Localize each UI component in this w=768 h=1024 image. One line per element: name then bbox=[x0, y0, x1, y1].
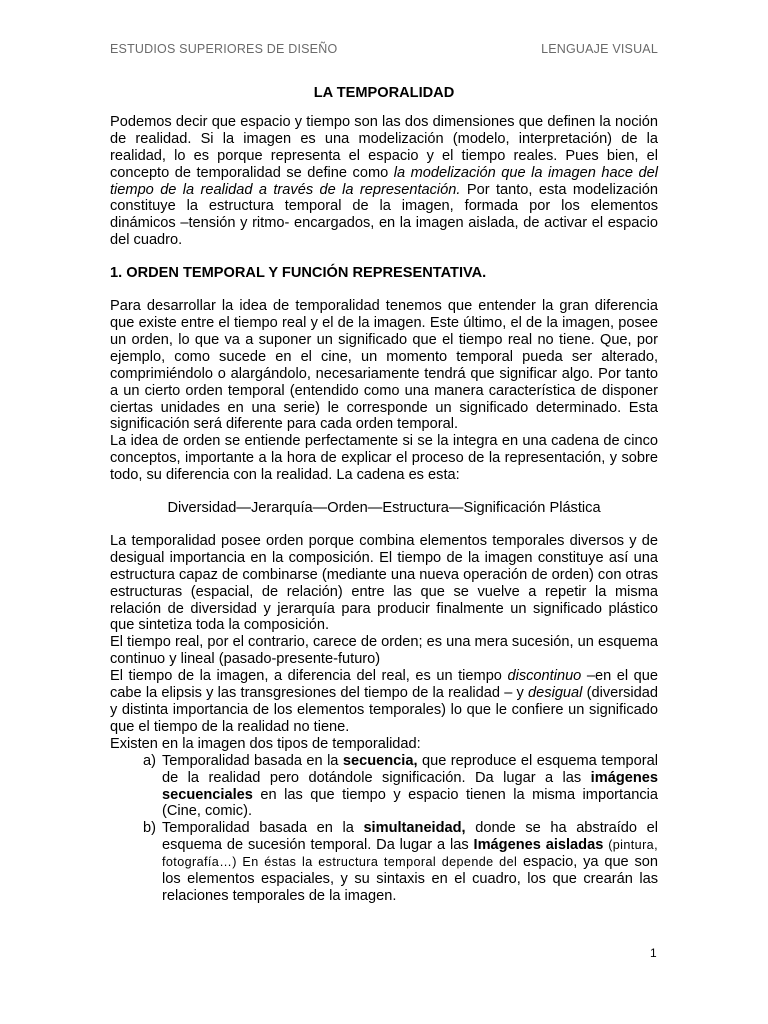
intro-text-a: Podemos decir que espacio y tiempo son las dos dimensiones que definen la noción de realidad. Si la imagen es una modelización (modelo, interpretación) de la realidad, lo es porque representa el espacio y el tiempo reales. Pues bien, el concepto de temporalidad se define como bbox=[110, 113, 658, 181]
p5-italic-discontinuo: discontinuo bbox=[507, 668, 582, 685]
temporality-types-list bbox=[110, 753, 658, 905]
intro-definition-italic: la modelización que la imagen hace del tiempo de la realidad a través de la representación. bbox=[110, 164, 658, 198]
document-body bbox=[110, 85, 658, 905]
list-marker-a: a) bbox=[143, 752, 156, 769]
bold-secuencia: secuencia, bbox=[342, 752, 418, 769]
list-text-b: Temporalidad basada en la simultaneidad, donde se ha abstraído el esquema de sucesión temporal. Da lugar a las Imágenes aisladas (pintura, fotografía…) En éstas la estructura temporal depende del espacio, ya que son los elementos espaciales, y su sintaxis en el cuadro, los que crearán las relaciones temporales de la imagen. bbox=[162, 820, 658, 904]
p5-italic-desigual: desigual bbox=[528, 685, 583, 702]
p5-text-e: (diversidad y distinta importancia de los elementos temporales) lo que le confiere un significado que el tiempo de la realidad no tiene. bbox=[110, 685, 659, 735]
list-item-b bbox=[110, 820, 658, 905]
list-item-a bbox=[110, 753, 658, 821]
paragraph-6: Existen en la imagen dos tipos de temporalidad: bbox=[110, 735, 421, 752]
paragraph-4: El tiempo real, por el contrario, carece de orden; es una mera sucesión, un esquema continuo y lineal (pasado-presente-futuro) bbox=[110, 634, 658, 668]
p5-text-c: –en el que cabe la elipsis y las transgresiones del tiempo de la realidad – y bbox=[110, 668, 658, 702]
header-subject: LENGUAJE VISUAL bbox=[541, 42, 658, 56]
list-marker-b: b) bbox=[143, 820, 156, 837]
paragraph-5 bbox=[110, 668, 658, 736]
bold-imagenes-aisladas: Imágenes aisladas bbox=[473, 837, 604, 854]
paragraph-2: La idea de orden se entiende perfectamente si se la integra en una cadena de cinco conceptos, importante a la hora de explicar el proceso de la representación, y sobre todo, su diferencia con la realidad. La cadena es esta: bbox=[110, 433, 658, 484]
section-1-title: 1. ORDEN TEMPORAL Y FUNCIÓN REPRESENTATIVA. bbox=[110, 265, 487, 282]
paragraph-1: Para desarrollar la idea de temporalidad tenemos que entender la gran diferencia que existe entre el tiempo real y el de la imagen. Este último, el de la imagen, posee un orden, lo que va a suponer un significado que el tiempo real no tiene. Que, por ejemplo, como sucede en el cine, un momento temporal pueda ser alterado, comprimiéndolo o alargándolo, necesariamente tendrá que significar algo. Por tanto a un cierto orden temporal (entendido como una manera característica de disponer ciertas unidades en una serie) le corresponde un significado determinado. Esta significación será diferente para cada orden temporal. bbox=[110, 298, 658, 433]
paragraph-3: La temporalidad posee orden porque combina elementos temporales diversos y de desigual importancia en la composición. El tiempo de la imagen constituye así una estructura capaz de combinarse (mediante una nueva operación de orden) con otras estructuras (espacial, de relación) entre las que se vuelve a repetir la misma relación de diversidad y jerarquía para producir finalmente un significado plástico que sintetiza toda la composición. bbox=[110, 532, 658, 634]
header-course: ESTUDIOS SUPERIORES DE DISEÑO bbox=[110, 42, 338, 56]
bold-simultaneidad: simultaneidad, bbox=[363, 820, 466, 837]
page-title: LA TEMPORALIDAD bbox=[313, 85, 455, 101]
list-text-a: Temporalidad basada en la secuencia, que reproduce el esquema temporal de la realidad pero dotándole significación. Da lugar a las imágenes secuenciales en las que tiempo y espacio tienen la misma importancia (Cine, comic). bbox=[162, 752, 658, 820]
bold-imagenes-secuenciales: imágenes secuenciales bbox=[162, 769, 658, 803]
intro-paragraph bbox=[110, 114, 658, 249]
p5-text-a: El tiempo de la imagen, a diferencia del real, es un tiempo bbox=[110, 668, 508, 685]
list-b-small-text: (pintura, fotografía…) En éstas la estructura temporal depende del bbox=[162, 838, 658, 870]
concept-chain: Diversidad—Jerarquía—Orden—Estructura—Significación Plástica bbox=[167, 500, 601, 517]
page-number: 1 bbox=[650, 946, 657, 960]
intro-text-c: Por tanto, esta modelización constituye la estructura temporal de la imagen, formada por los elementos dinámicos –tensión y ritmo- encargados, en la imagen aislada, de activar el espacio del cuadro. bbox=[110, 181, 658, 249]
